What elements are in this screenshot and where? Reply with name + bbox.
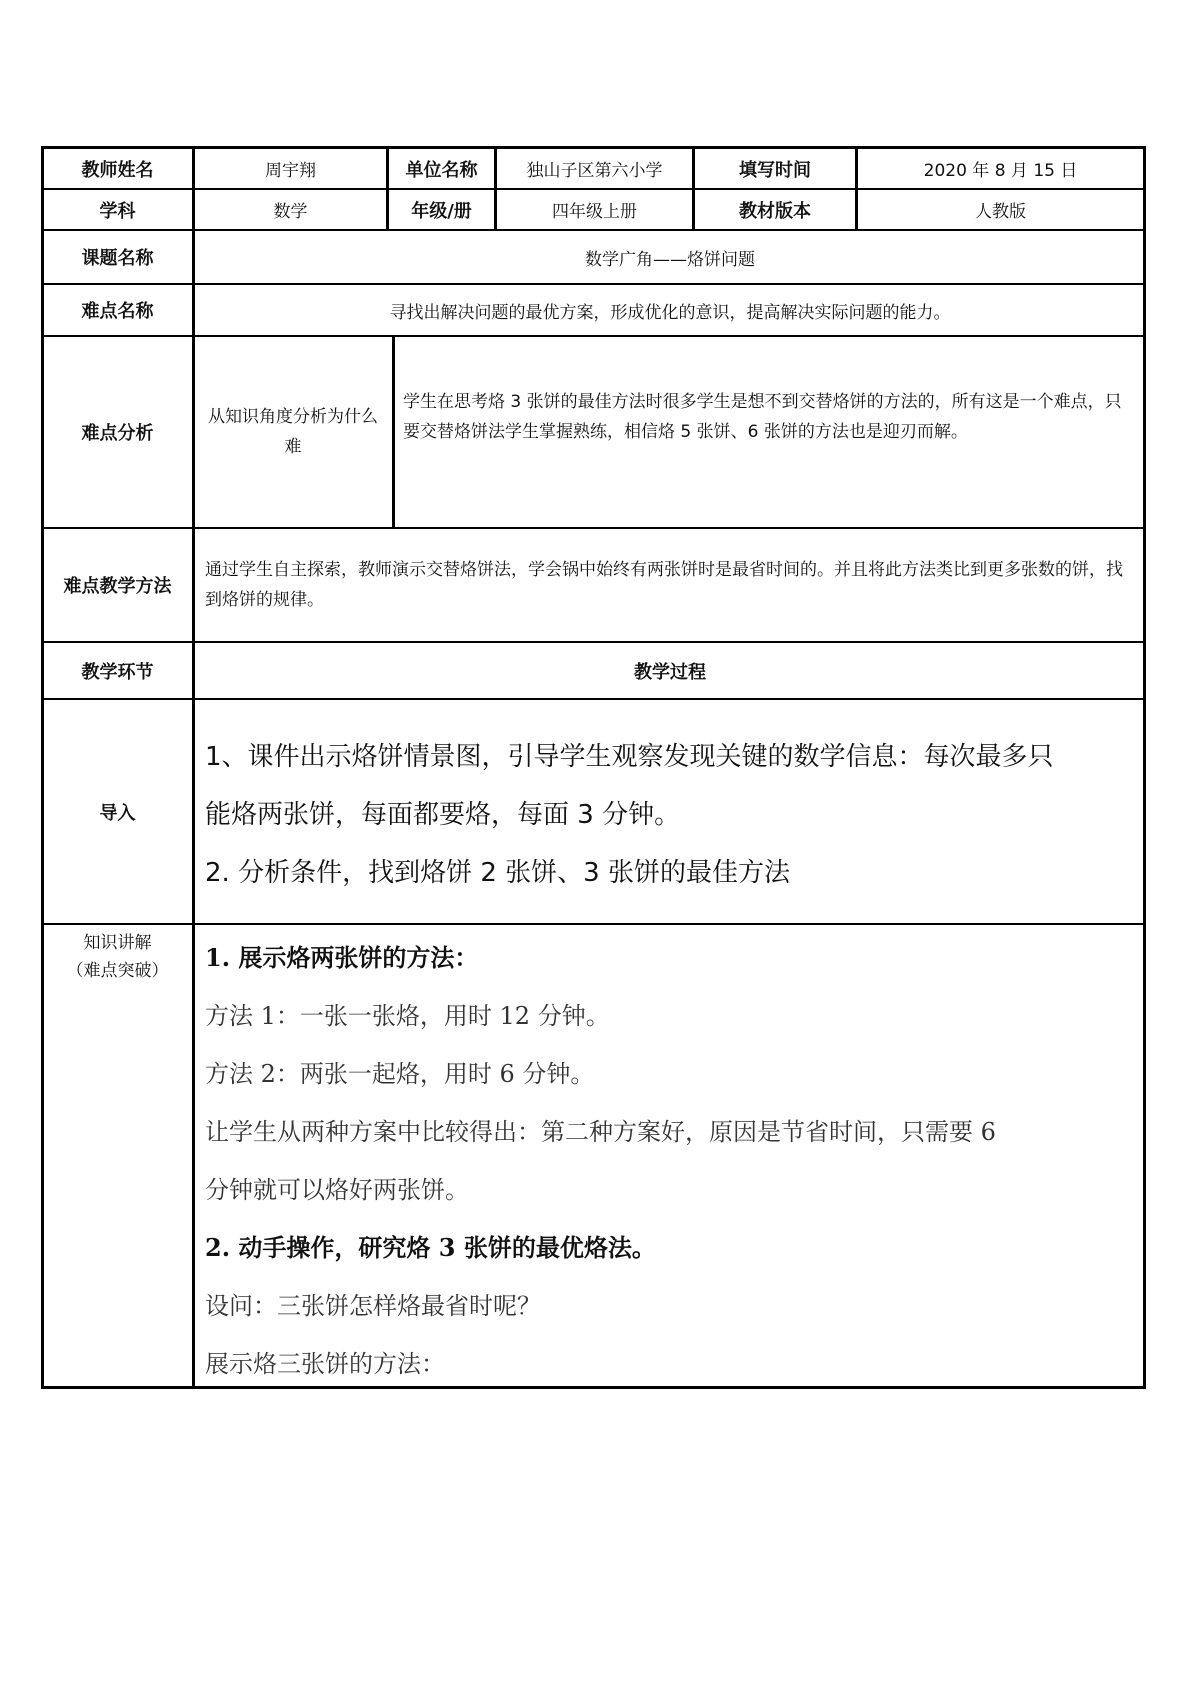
subject-label: 学科 [99, 200, 136, 222]
intro-line: 1、课件出示烙饼情景图，引导学生观察发现关键的数学信息：每次最多只 [205, 742, 1054, 772]
intro-line: 能烙两张饼，每面都要烙，每面 3 分钟。 [205, 800, 681, 830]
analysis-label: 难点分析 [81, 423, 154, 444]
intro-line: 2. 分析条件，找到烙饼 2 张饼、3 张饼的最佳方法 [205, 858, 790, 888]
header-row-2 [43, 190, 1145, 229]
analysis-text: 学生在思考烙 3 张饼的最佳方法时很多学生是想不到交替烙饼的方法的，所有这是一个难点，只要交替烙饼法学生掌握熟练，相信烙 5 张饼、6 张饼的方法也是迎刃而解。 [403, 392, 1122, 442]
grade-value: 四年级上册 [552, 202, 637, 222]
difficulty-value: 寻找出解决问题的最优方案，形成优化的意识，提高解决实际问题的能力。 [389, 302, 951, 323]
edition-value: 人教版 [975, 202, 1026, 222]
knowledge-label-line: 知识讲解 [83, 933, 152, 953]
intro-content [205, 728, 1135, 902]
process-label: 教学过程 [634, 661, 706, 683]
knowledge-row [43, 925, 1145, 1386]
knowledge-content [205, 929, 1140, 1393]
knowledge-label-line: （难点突破） [66, 961, 169, 981]
grade-label: 年级/册 [411, 200, 472, 222]
date-value: 2020 年 8 月 15 日 [923, 161, 1078, 181]
intro-label: 导入 [99, 802, 136, 824]
teacher-label: 教师姓名 [81, 159, 154, 181]
knowledge-label [43, 929, 192, 985]
edition-label: 教材版本 [739, 200, 811, 222]
knowledge-line: 设问：三张饼怎样烙最省时呢？ [205, 1292, 541, 1320]
difficulty-row [43, 285, 1145, 335]
unit-label: 单位名称 [405, 159, 478, 181]
knowledge-line: 2. 动手操作，研究烙 3 张饼的最优烙法。 [205, 1233, 656, 1262]
header-row-1 [43, 149, 1145, 188]
date-label: 填写时间 [739, 159, 811, 181]
process-header-row [43, 643, 1145, 698]
process-stage-label: 教学环节 [81, 661, 154, 683]
teacher-value: 周宇翔 [265, 161, 316, 181]
analysis-row [43, 337, 1145, 527]
subject-value: 数学 [273, 202, 308, 222]
topic-row [43, 231, 1145, 283]
knowledge-line: 方法 1：一张一张烙，用时 12 分钟。 [205, 1002, 610, 1030]
knowledge-line: 方法 2：两张一起烙，用时 6 分钟。 [205, 1060, 595, 1088]
intro-row [43, 700, 1145, 923]
method-row [43, 529, 1145, 641]
knowledge-line: 1. 展示烙两张饼的方法： [205, 943, 479, 972]
knowledge-line: 分钟就可以烙好两张饼。 [205, 1176, 469, 1204]
method-text: 通过学生自主探索，教师演示交替烙饼法，学会锅中始终有两张饼时是最省时间的。并且将此方法类比到更多张数的饼，找到烙饼的规律。 [205, 560, 1123, 610]
topic-value: 数学广角——烙饼问题 [585, 249, 755, 270]
analysis-sub-label: 从知识角度分析为什么难 [208, 407, 378, 457]
knowledge-line: 让学生从两种方案中比较得出：第二种方案好，原因是节省时间，只需要 6 [205, 1118, 996, 1146]
topic-label: 课题名称 [81, 248, 154, 269]
difficulty-label: 难点名称 [81, 301, 154, 322]
knowledge-line: 展示烙三张饼的方法： [205, 1350, 445, 1378]
unit-value: 独山子区第六小学 [526, 161, 663, 181]
method-label: 难点教学方法 [63, 576, 172, 597]
